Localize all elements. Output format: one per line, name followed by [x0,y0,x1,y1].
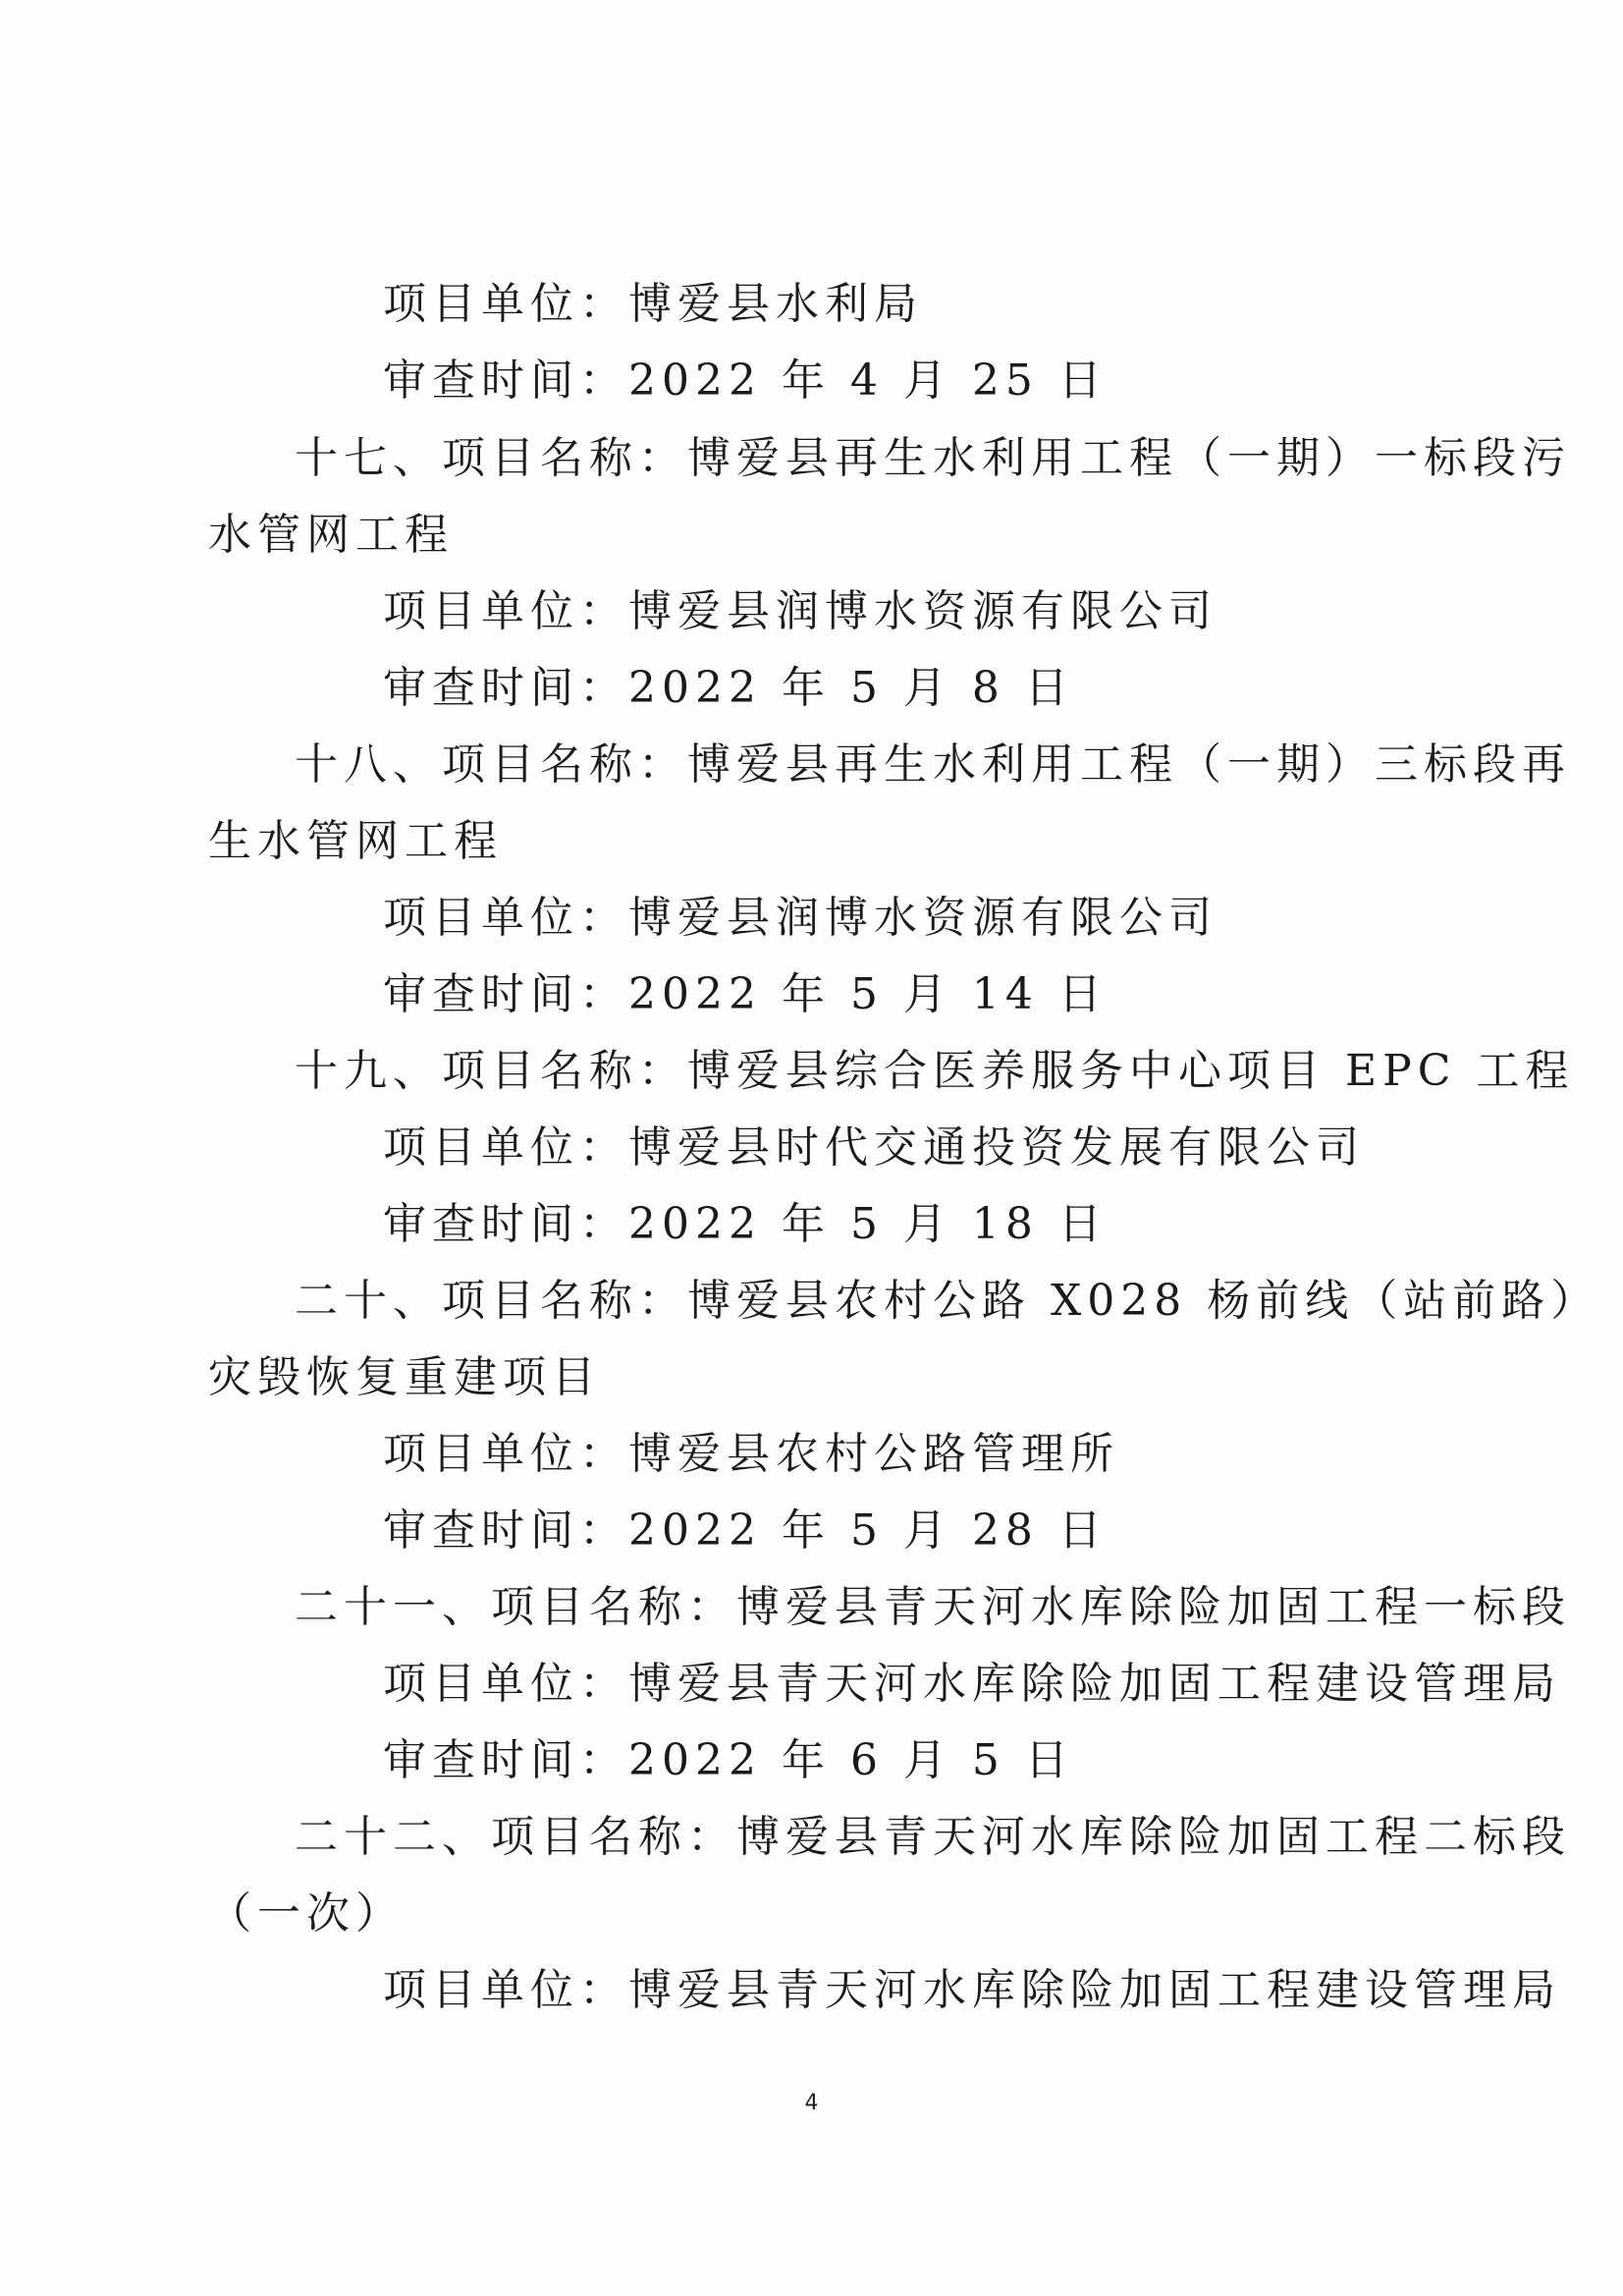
project-unit-line: 项目单位：博爱县时代交通投资发展有限公司 [383,1122,1365,1173]
page-number: 4 [804,2091,819,2115]
review-date-line: 审查时间：2022 年 4 月 25 日 [383,355,1108,406]
project-name-continued: 灾毁恢复重建项目 [208,1352,601,1402]
project-unit-line: 项目单位：博爱县水利局 [383,279,923,329]
review-date-line: 审查时间：2022 年 6 月 5 日 [383,1735,1074,1785]
project-name-heading: 二十、项目名称：博爱县农村公路 X028 杨前线（站前路） [295,1276,1600,1326]
project-unit-line: 项目单位：博爱县农村公路管理所 [383,1429,1119,1479]
project-name-heading: 十九、项目名称：博爱县综合医养服务中心项目 EPC 工程 [295,1046,1575,1096]
project-name-continued: 水管网工程 [208,510,454,560]
project-name-heading: 十八、项目名称：博爱县再生水利用工程（一期）三标段再 [295,739,1571,790]
project-name-continued: （一次） [208,1888,405,1939]
review-date-line: 审查时间：2022 年 5 月 28 日 [383,1505,1108,1556]
project-unit-line: 项目单位：博爱县润博水资源有限公司 [383,586,1217,636]
project-unit-line: 项目单位：博爱县润博水资源有限公司 [383,893,1217,943]
project-name-continued: 生水管网工程 [208,816,503,866]
review-date-line: 审查时间：2022 年 5 月 14 日 [383,969,1108,1019]
project-unit-line: 项目单位：博爱县青天河水库除险加固工程建设管理局 [383,1659,1561,1709]
review-date-line: 审查时间：2022 年 5 月 18 日 [383,1199,1108,1249]
project-unit-line: 项目单位：博爱县青天河水库除险加固工程建设管理局 [383,1965,1561,2015]
project-name-heading: 十七、项目名称：博爱县再生水利用工程（一期）一标段污 [295,433,1571,483]
review-date-line: 审查时间：2022 年 5 月 8 日 [383,663,1074,713]
project-name-heading: 二十二、项目名称：博爱县青天河水库除险加固工程二标段 [295,1812,1571,1862]
project-name-heading: 二十一、项目名称：博爱县青天河水库除险加固工程一标段 [295,1582,1571,1632]
